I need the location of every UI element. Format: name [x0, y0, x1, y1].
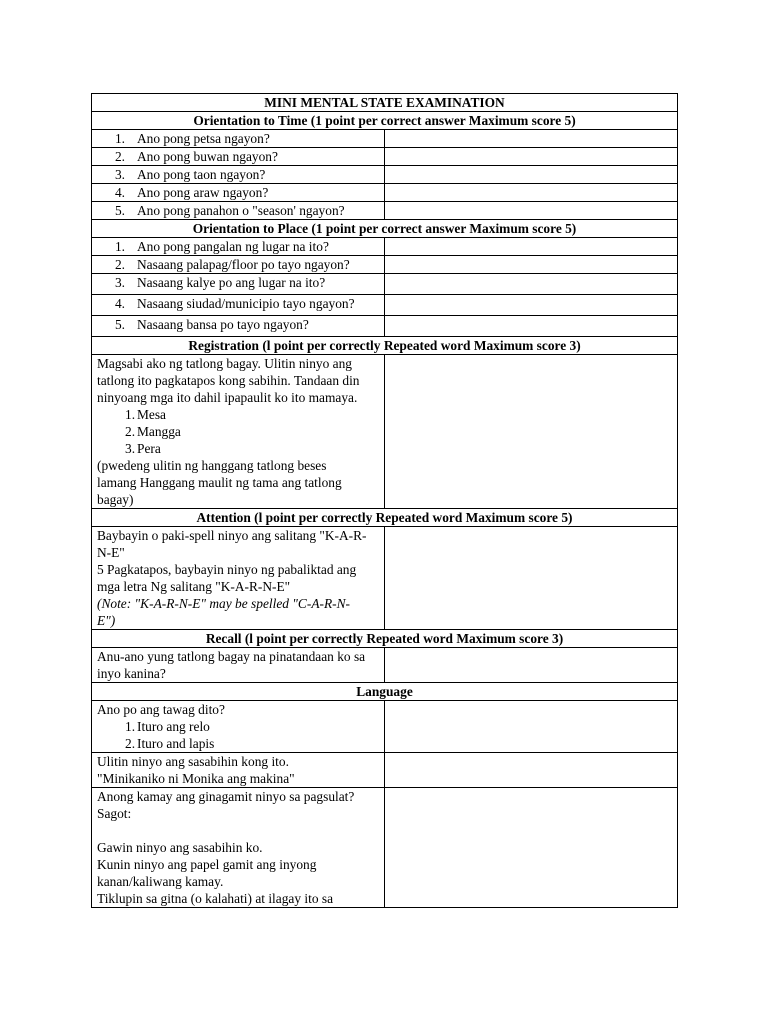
- table-row: [92, 753, 678, 788]
- note-text: lamang Hanggang maulit ng tama ang tatlong: [97, 475, 342, 490]
- question-text: Tiklupin sa gitna (o kalahati) at ilagay ito sa: [97, 891, 334, 906]
- item-text: Pera: [137, 441, 161, 456]
- item-number: 1.: [114, 131, 125, 146]
- list-item: [97, 718, 379, 735]
- question-text: Gawin ninyo ang sasabihin ko.: [97, 840, 263, 855]
- question-text: Nasaang kalye po ang lugar na ito?: [137, 275, 326, 290]
- question-text: Ano pong pangalan ng lugar na ito?: [137, 239, 329, 254]
- item-number: 2.: [114, 149, 125, 164]
- answer-cell[interactable]: [385, 166, 678, 184]
- table-row: [92, 355, 678, 509]
- table-row: [92, 256, 678, 274]
- question-text: Ano pong taon ngayon?: [137, 167, 266, 182]
- question-text: tatlong ito pagkatapos kong sabihin. Tandaan din: [97, 373, 360, 388]
- question-cell: [92, 753, 385, 788]
- question-text: Nasaang siudad/municipio tayo ngayon?: [137, 296, 355, 311]
- item-number: 3.: [114, 167, 125, 182]
- note-text: bagay): [97, 492, 134, 507]
- table-row: [92, 701, 678, 753]
- mmse-table: [91, 93, 678, 908]
- answer-cell[interactable]: [385, 274, 678, 295]
- list-item: [97, 440, 379, 457]
- question-text: N-E": [97, 545, 125, 560]
- item-number: 1.: [125, 719, 136, 734]
- question-cell: [92, 527, 385, 630]
- question-cell: [92, 316, 385, 337]
- table-row: [92, 316, 678, 337]
- question-cell: [92, 184, 385, 202]
- section-header-recall: Recall (l point per correctly Repeated word Maximum score 3): [92, 630, 678, 648]
- question-cell: [92, 130, 385, 148]
- table-row: [92, 202, 678, 220]
- question-cell: [92, 355, 385, 509]
- question-text: Ulitin ninyo ang sasabihin kong ito.: [97, 754, 289, 769]
- answer-cell[interactable]: [385, 202, 678, 220]
- question-cell: [92, 148, 385, 166]
- item-text: Mangga: [137, 424, 181, 439]
- note-text: E"): [97, 613, 116, 628]
- item-number: 4.: [114, 296, 125, 311]
- question-text: Ano pong panahon o "season' ngayon?: [137, 203, 345, 218]
- answer-cell[interactable]: [385, 355, 678, 509]
- question-text: Nasaang bansa po tayo ngayon?: [137, 317, 309, 332]
- note-text: (pwedeng ulitin ng hanggang tatlong beses: [97, 458, 327, 473]
- answer-cell[interactable]: [385, 753, 678, 788]
- table-row: [92, 274, 678, 295]
- item-number: 2.: [125, 424, 136, 439]
- answer-cell[interactable]: [385, 295, 678, 316]
- table-row: [92, 527, 678, 630]
- question-text: Ano po ang tawag dito?: [97, 702, 225, 717]
- question-cell: [92, 202, 385, 220]
- question-text: kanan/kaliwang kamay.: [97, 874, 224, 889]
- item-text: Ituro and lapis: [137, 736, 215, 751]
- question-cell: [92, 238, 385, 256]
- question-text: Anong kamay ang ginagamit ninyo sa pagsulat?: [97, 789, 355, 804]
- table-row: [92, 788, 678, 908]
- answer-cell[interactable]: [385, 648, 678, 683]
- answer-cell[interactable]: [385, 788, 678, 908]
- section-header-language: Language: [92, 683, 678, 701]
- answer-cell[interactable]: [385, 316, 678, 337]
- table-row: [92, 184, 678, 202]
- list-item: [97, 735, 379, 752]
- question-text: Anu-ano yung tatlong bagay na pinatandaan ko sa: [97, 649, 366, 664]
- item-number: 5.: [114, 317, 125, 332]
- answer-cell[interactable]: [385, 184, 678, 202]
- question-cell: [92, 166, 385, 184]
- section-header-registration: Registration (l point per correctly Repeated word Maximum score 3): [92, 337, 678, 355]
- table-row: [92, 148, 678, 166]
- table-row: [92, 238, 678, 256]
- question-text: "Minikaniko ni Monika ang makina": [97, 771, 295, 786]
- item-number: 4.: [114, 185, 125, 200]
- answer-cell[interactable]: [385, 527, 678, 630]
- answer-cell[interactable]: [385, 148, 678, 166]
- question-text: Kunin ninyo ang papel gamit ang inyong: [97, 857, 317, 872]
- section-header-time: Orientation to Time (1 point per correct answer Maximum score 5): [92, 112, 678, 130]
- list-item: [97, 423, 379, 440]
- table-row: [92, 130, 678, 148]
- table-row: [92, 295, 678, 316]
- list-item: [97, 406, 379, 423]
- item-number: 2.: [125, 736, 136, 751]
- answer-cell[interactable]: [385, 256, 678, 274]
- item-number: 5.: [114, 203, 125, 218]
- question-cell: [92, 701, 385, 753]
- item-number: 1.: [114, 239, 125, 254]
- section-header-place: Orientation to Place (1 point per correct answer Maximum score 5): [92, 220, 678, 238]
- question-text: ninyoang mga ito dahil ipapaulit ko ito mamaya.: [97, 390, 358, 405]
- question-text: Sagot:: [97, 806, 132, 821]
- document-title: MINI MENTAL STATE EXAMINATION: [92, 94, 678, 112]
- question-cell: [92, 295, 385, 316]
- answer-cell[interactable]: [385, 238, 678, 256]
- item-text: Mesa: [137, 407, 167, 422]
- blank-line: [97, 822, 379, 839]
- item-number: 3.: [125, 441, 136, 456]
- question-text: Nasaang palapag/floor po tayo ngayon?: [137, 257, 350, 272]
- item-number: 3.: [114, 275, 125, 290]
- table-row: [92, 648, 678, 683]
- question-text: inyo kanina?: [97, 666, 166, 681]
- item-number: 2.: [114, 257, 125, 272]
- table-row: [92, 166, 678, 184]
- section-header-attention: Attention (l point per correctly Repeated word Maximum score 5): [92, 509, 678, 527]
- answer-cell[interactable]: [385, 701, 678, 753]
- question-cell: [92, 256, 385, 274]
- question-text: Ano pong buwan ngayon?: [137, 149, 278, 164]
- question-cell: [92, 788, 385, 908]
- item-text: Ituro ang relo: [137, 719, 210, 734]
- question-cell: [92, 274, 385, 295]
- question-text: mga letra Ng salitang "K-A-R-N-E": [97, 579, 291, 594]
- question-text: Ano pong petsa ngayon?: [137, 131, 270, 146]
- question-text: 5 Pagkatapos, baybayin ninyo ng pabaliktad ang: [97, 562, 357, 577]
- question-text: Baybayin o paki-spell ninyo ang salitang "K-A-R-: [97, 528, 367, 543]
- question-text: Ano pong araw ngayon?: [137, 185, 269, 200]
- answer-cell[interactable]: [385, 130, 678, 148]
- item-number: 1.: [125, 407, 136, 422]
- note-text: (Note: "K-A-R-N-E" may be spelled "C-A-R-N-: [97, 596, 350, 611]
- question-cell: [92, 648, 385, 683]
- question-text: Magsabi ako ng tatlong bagay. Ulitin ninyo ang: [97, 356, 352, 371]
